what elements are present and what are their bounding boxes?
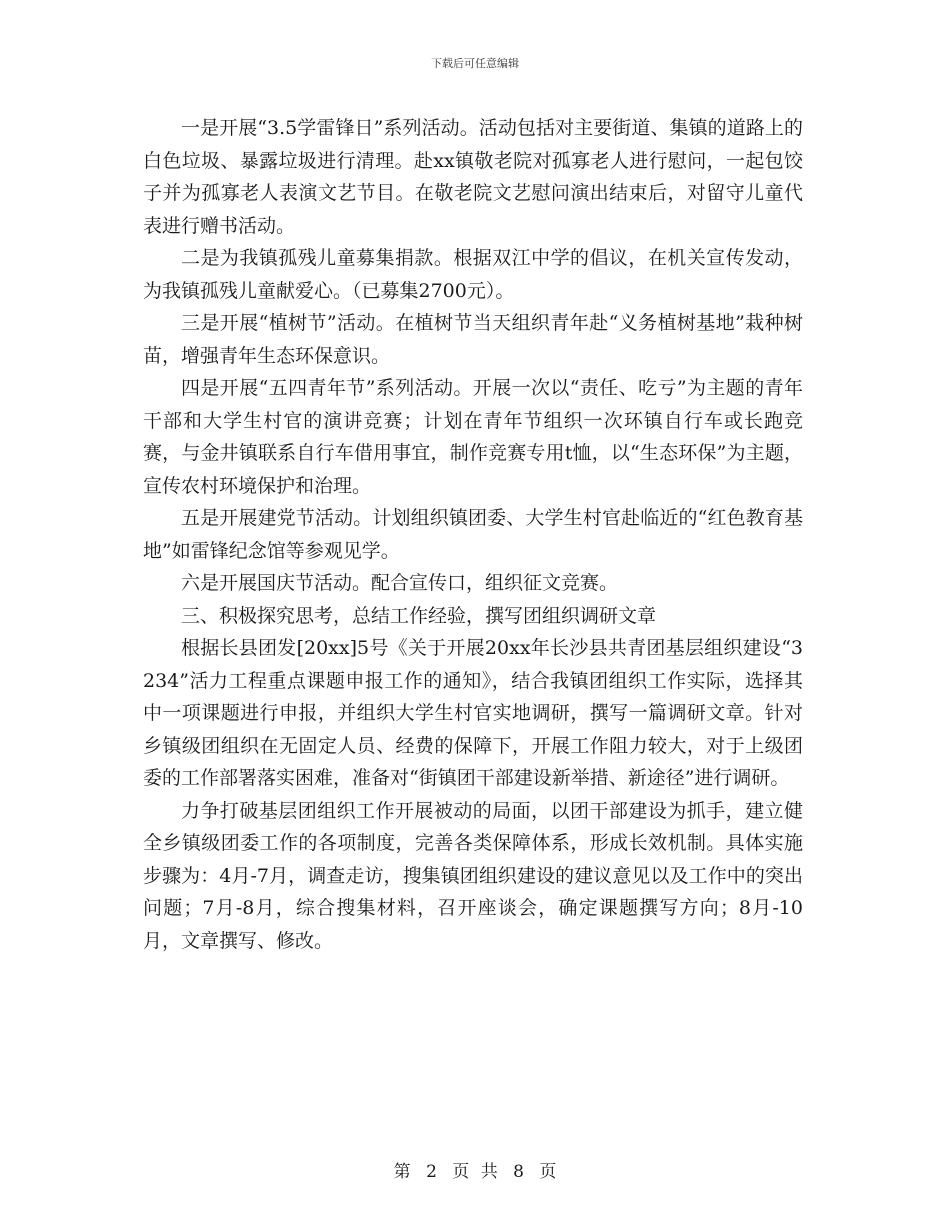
paragraph-activity-3: 三是开展“植树节”活动。在植树节当天组织青年赴“义务植树基地”栽种树苗，增强青年生态环保意识。 xyxy=(143,312,803,367)
footer-total-pages: 8 xyxy=(513,1162,524,1182)
document-body xyxy=(143,112,803,957)
footer-prefix: 第 xyxy=(393,1162,411,1182)
page-header-note: 下载后可任意编辑 xyxy=(431,57,519,70)
paragraph-activity-1: 一是开展“3.5学雷锋日”系列活动。活动包括对主要街道、集镇的道路上的白色垃圾、暴露垃圾进行清理。赴xx镇敬老院对孤寡老人进行慰问，一起包饺子并为孤寡老人表演文艺节目。在敬老院文艺慰问演出结束后，对留守儿童代表进行赠书活动。 xyxy=(143,117,803,237)
section-heading-3: 三、积极探究思考，总结工作经验，撰写团组织调研文章 xyxy=(181,604,657,627)
paragraph-activity-5: 五是开展建党节活动。计划组织镇团委、大学生村官赴临近的“红色教育基地”如雷锋纪念馆等参观见学。 xyxy=(143,507,803,562)
paragraph-activity-2: 二是为我镇孤残儿童募集捐款。根据双江中学的倡议，在机关宣传发动，为我镇孤残儿童献爱心。（已募集2700元）。 xyxy=(143,247,803,302)
footer-mid: 页 共 xyxy=(452,1162,498,1182)
paragraph-research-2: 力争打破基层团组织工作开展被动的局面，以团干部建设为抓手，建立健全乡镇级团委工作的各项制度，完善各类保障体系，形成长效机制。具体实施步骤为：4月-7月，调查走访，搜集镇团组织建设的建议意见以及工作中的突出问题；7月-8月，综合搜集材料，召开座谈会，确定课题撰写方向；8月-10月，文章撰写、修改。 xyxy=(143,799,803,952)
footer-page-number: 2 xyxy=(426,1162,437,1182)
footer-suffix: 页 xyxy=(539,1162,557,1182)
paragraph-research-1: 根据长县团发[20xx]5号《关于开展20xx年长沙县共青团基层组织建设“3234”活力工程重点课题申报工作的通知》，结合我镇团组织工作实际，选择其中一项课题进行申报，并组织大学生村官实地调研，撰写一篇调研文章。针对乡镇级团组织在无固定人员、经费的保障下，开展工作阻力较大，对于上级团委的工作部署落实困难，准备对“街镇团干部建设新举措、新途径”进行调研。 xyxy=(143,637,803,789)
paragraph-activity-4: 四是开展“五四青年节”系列活动。开展一次以“责任、吃亏”为主题的青年干部和大学生村官的演讲竞赛；计划在青年节组织一次环镇自行车或长跑竞赛，与金井镇联系自行车借用事宜，制作竞赛专用t恤，以“生态环保”为主题，宣传农村环境保护和治理。 xyxy=(143,377,803,497)
page-footer xyxy=(0,1157,950,1182)
paragraph-activity-6: 六是开展国庆节活动。配合宣传口，组织征文竞赛。 xyxy=(181,572,619,594)
